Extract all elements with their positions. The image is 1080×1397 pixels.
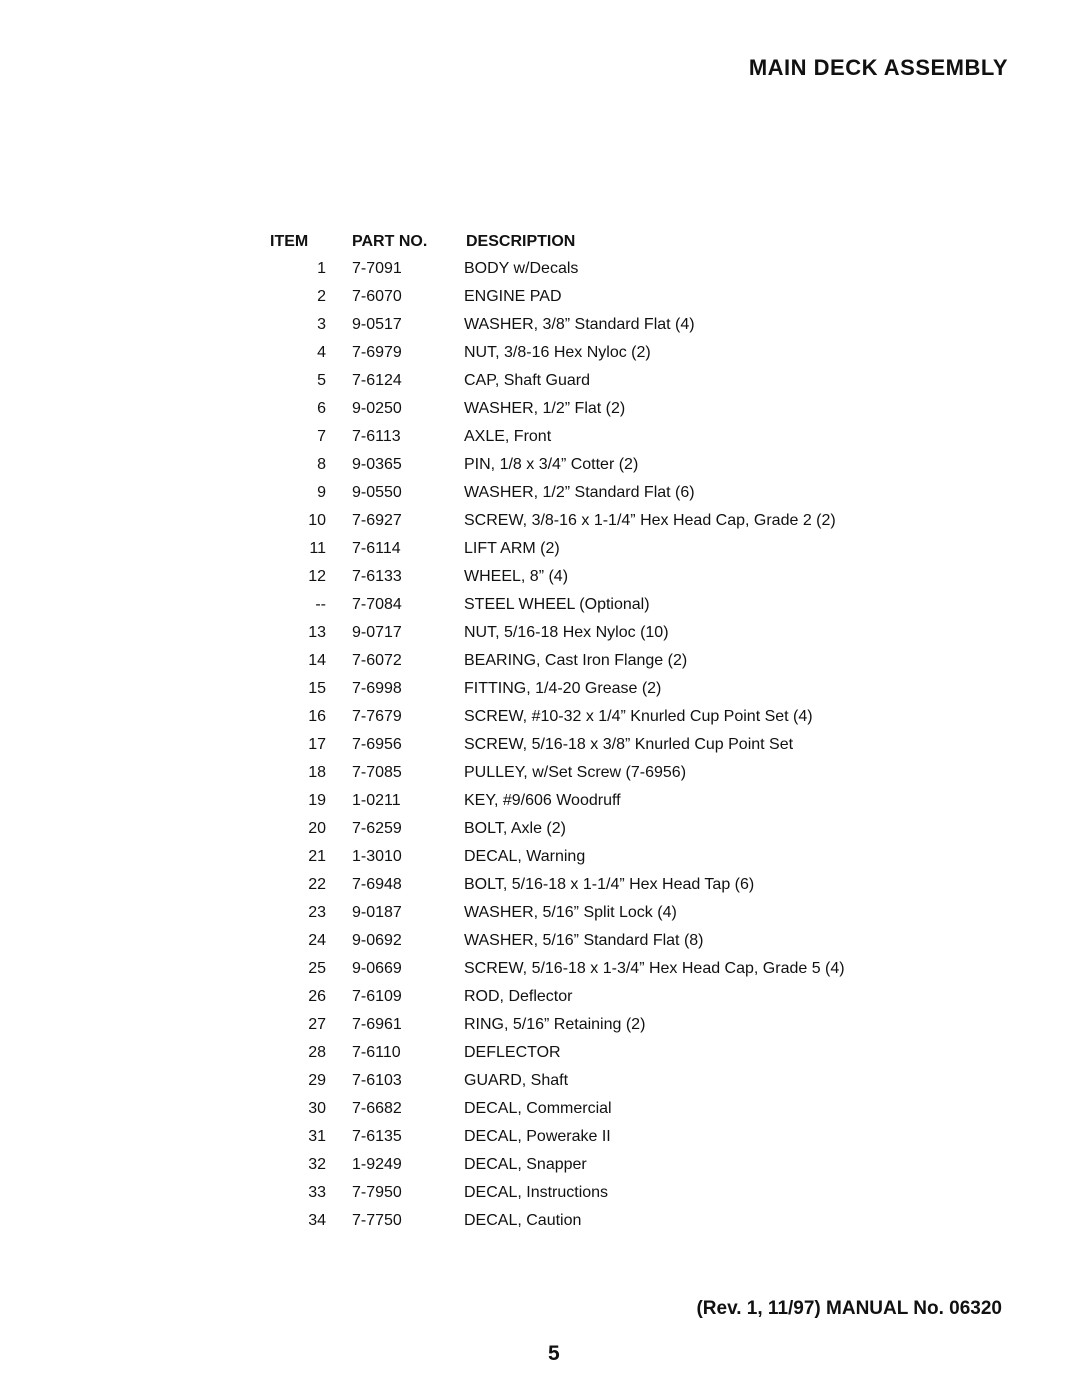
description-cell: LIFT ARM (2) — [464, 540, 560, 557]
item-cell: 13 — [308, 624, 326, 641]
item-cell: 16 — [308, 708, 326, 725]
item-cell: -- — [315, 596, 326, 613]
table-row — [270, 787, 930, 815]
part-no-cell: 9-0550 — [352, 484, 402, 501]
description-cell: AXLE, Front — [464, 428, 552, 445]
table-row — [270, 451, 930, 479]
description-cell: DECAL, Instructions — [464, 1184, 609, 1201]
table-header — [270, 228, 930, 255]
table-row — [270, 311, 930, 339]
table-row — [270, 1123, 930, 1151]
table-row — [270, 815, 930, 843]
description-cell: SCREW, 5/16-18 x 1-3/4” Hex Head Cap, Grade 5 (4) — [464, 960, 845, 977]
part-no-cell: 9-0250 — [352, 400, 402, 417]
part-no-cell: 9-0517 — [352, 316, 402, 333]
description-cell: SCREW, 5/16-18 x 3/8” Knurled Cup Point Set — [464, 736, 794, 753]
item-cell: 32 — [308, 1156, 326, 1173]
description-cell: BOLT, 5/16-18 x 1-1/4” Hex Head Tap (6) — [464, 876, 755, 893]
part-no-cell: 7-6070 — [352, 288, 402, 305]
table-row — [270, 1039, 930, 1067]
description-cell: RING, 5/16” Retaining (2) — [464, 1016, 646, 1033]
part-no-cell: 7-6948 — [352, 876, 402, 893]
description-cell: KEY, #9/606 Woodruff — [464, 792, 621, 809]
description-cell: NUT, 5/16-18 Hex Nyloc (10) — [464, 624, 669, 641]
part-no-cell: 7-6072 — [352, 652, 402, 669]
table-body — [270, 255, 930, 1235]
part-no-cell: 7-6133 — [352, 568, 402, 585]
item-cell: 28 — [308, 1044, 326, 1061]
table-row — [270, 899, 930, 927]
table-row — [270, 675, 930, 703]
part-no-cell: 7-6956 — [352, 736, 402, 753]
table-row — [270, 507, 930, 535]
item-cell: 11 — [309, 540, 326, 557]
item-cell: 3 — [317, 316, 326, 333]
part-no-cell: 9-0692 — [352, 932, 402, 949]
item-cell: 29 — [308, 1072, 326, 1089]
description-cell: WASHER, 1/2” Standard Flat (6) — [464, 484, 695, 501]
part-no-cell: 1-3010 — [352, 848, 402, 865]
description-cell: WASHER, 1/2” Flat (2) — [464, 400, 626, 417]
table-row — [270, 1011, 930, 1039]
description-cell: BODY w/Decals — [464, 260, 579, 277]
table-row — [270, 591, 930, 619]
manual-revision: (Rev. 1, 11/97) MANUAL No. 06320 — [696, 1298, 1002, 1319]
part-no-cell: 1-0211 — [352, 792, 401, 809]
description-cell: DECAL, Warning — [464, 848, 586, 865]
description-cell: SCREW, 3/8-16 x 1-1/4” Hex Head Cap, Grade 2 (2) — [464, 512, 836, 529]
item-cell: 34 — [308, 1212, 326, 1229]
item-cell: 4 — [317, 344, 326, 361]
description-cell: DECAL, Caution — [464, 1212, 582, 1229]
description-cell: WHEEL, 8” (4) — [464, 568, 569, 585]
item-cell: 17 — [308, 736, 326, 753]
table-row — [270, 395, 930, 423]
description-cell: DECAL, Commercial — [464, 1100, 612, 1117]
part-no-cell: 7-6124 — [352, 372, 402, 389]
table-row — [270, 1067, 930, 1095]
item-cell: 5 — [317, 372, 326, 389]
column-header-part-no: PART NO. — [352, 233, 428, 250]
description-cell: PULLEY, w/Set Screw (7-6956) — [464, 764, 687, 781]
item-cell: 14 — [308, 652, 326, 669]
part-no-cell: 7-7091 — [352, 260, 402, 277]
table-row — [270, 955, 930, 983]
description-cell: SCREW, #10-32 x 1/4” Knurled Cup Point Set (4) — [464, 708, 813, 725]
description-cell: DECAL, Snapper — [464, 1156, 587, 1173]
item-cell: 31 — [308, 1128, 326, 1145]
item-cell: 27 — [308, 1016, 326, 1033]
item-cell: 15 — [308, 680, 326, 697]
part-no-cell: 7-6259 — [352, 820, 402, 837]
item-cell: 26 — [308, 988, 326, 1005]
column-header-item: ITEM — [270, 233, 309, 250]
table-row — [270, 255, 930, 283]
part-no-cell: 9-0187 — [352, 904, 402, 921]
item-cell: 9 — [317, 484, 326, 501]
item-cell: 12 — [308, 568, 326, 585]
item-cell: 30 — [308, 1100, 326, 1117]
item-cell: 10 — [308, 512, 326, 529]
table-row — [270, 983, 930, 1011]
item-cell: 22 — [308, 876, 326, 893]
table-row — [270, 1207, 930, 1235]
part-no-cell: 7-6135 — [352, 1128, 402, 1145]
item-cell: 18 — [308, 764, 326, 781]
part-no-cell: 7-6113 — [352, 428, 401, 445]
part-no-cell: 7-6103 — [352, 1072, 402, 1089]
part-no-cell: 7-6110 — [352, 1044, 401, 1061]
item-cell: 2 — [317, 288, 326, 305]
description-cell: PIN, 1/8 x 3/4” Cotter (2) — [464, 456, 639, 473]
table-row — [270, 731, 930, 759]
table-row — [270, 647, 930, 675]
description-cell: FITTING, 1/4-20 Grease (2) — [464, 680, 662, 697]
description-cell: WASHER, 3/8” Standard Flat (4) — [464, 316, 695, 333]
part-no-cell: 7-6998 — [352, 680, 402, 697]
description-cell: STEEL WHEEL (Optional) — [464, 596, 650, 613]
item-cell: 7 — [317, 428, 326, 445]
part-no-cell: 7-7084 — [352, 596, 402, 613]
description-cell: GUARD, Shaft — [464, 1072, 569, 1089]
description-cell: DECAL, Powerake II — [464, 1128, 611, 1145]
table-row — [270, 759, 930, 787]
description-cell: WASHER, 5/16” Standard Flat (8) — [464, 932, 704, 949]
table-row — [270, 563, 930, 591]
item-cell: 21 — [308, 848, 326, 865]
table-row — [270, 843, 930, 871]
description-cell: DEFLECTOR — [464, 1044, 561, 1061]
description-cell: NUT, 3/8-16 Hex Nyloc (2) — [464, 344, 651, 361]
part-no-cell: 1-9249 — [352, 1156, 402, 1173]
part-no-cell: 7-6961 — [352, 1016, 402, 1033]
part-no-cell: 7-7950 — [352, 1184, 402, 1201]
description-cell: ENGINE PAD — [464, 288, 562, 305]
table-row — [270, 339, 930, 367]
part-no-cell: 7-6109 — [352, 988, 402, 1005]
page-title: MAIN DECK ASSEMBLY — [748, 55, 1008, 80]
part-no-cell: 7-6114 — [352, 540, 401, 557]
table-row — [270, 1179, 930, 1207]
page-number: 5 — [548, 1342, 560, 1365]
part-no-cell: 7-6927 — [352, 512, 402, 529]
description-cell: WASHER, 5/16” Split Lock (4) — [464, 904, 677, 921]
column-header-description: DESCRIPTION — [466, 233, 576, 250]
description-cell: BOLT, Axle (2) — [464, 820, 566, 837]
table-row — [270, 283, 930, 311]
table-row — [270, 871, 930, 899]
part-no-cell: 7-7085 — [352, 764, 402, 781]
table-row — [270, 703, 930, 731]
table-row — [270, 1151, 930, 1179]
table-row — [270, 535, 930, 563]
part-no-cell: 7-6979 — [352, 344, 402, 361]
table-row — [270, 367, 930, 395]
item-cell: 19 — [308, 792, 326, 809]
parts-table — [270, 228, 930, 1235]
part-no-cell: 9-0669 — [352, 960, 402, 977]
item-cell: 33 — [308, 1184, 326, 1201]
item-cell: 8 — [317, 456, 326, 473]
table-row — [270, 1095, 930, 1123]
part-no-cell: 9-0365 — [352, 456, 402, 473]
item-cell: 24 — [308, 932, 326, 949]
item-cell: 6 — [317, 400, 326, 417]
table-row — [270, 619, 930, 647]
item-cell: 25 — [308, 960, 326, 977]
description-cell: CAP, Shaft Guard — [464, 372, 590, 389]
table-row — [270, 927, 930, 955]
table-row — [270, 423, 930, 451]
part-no-cell: 7-6682 — [352, 1100, 402, 1117]
part-no-cell: 7-7750 — [352, 1212, 402, 1229]
table-row — [270, 479, 930, 507]
description-cell: BEARING, Cast Iron Flange (2) — [464, 652, 688, 669]
item-cell: 20 — [308, 820, 326, 837]
part-no-cell: 9-0717 — [352, 624, 402, 641]
item-cell: 23 — [308, 904, 326, 921]
part-no-cell: 7-7679 — [352, 708, 402, 725]
description-cell: ROD, Deflector — [464, 988, 573, 1005]
item-cell: 1 — [317, 260, 326, 277]
